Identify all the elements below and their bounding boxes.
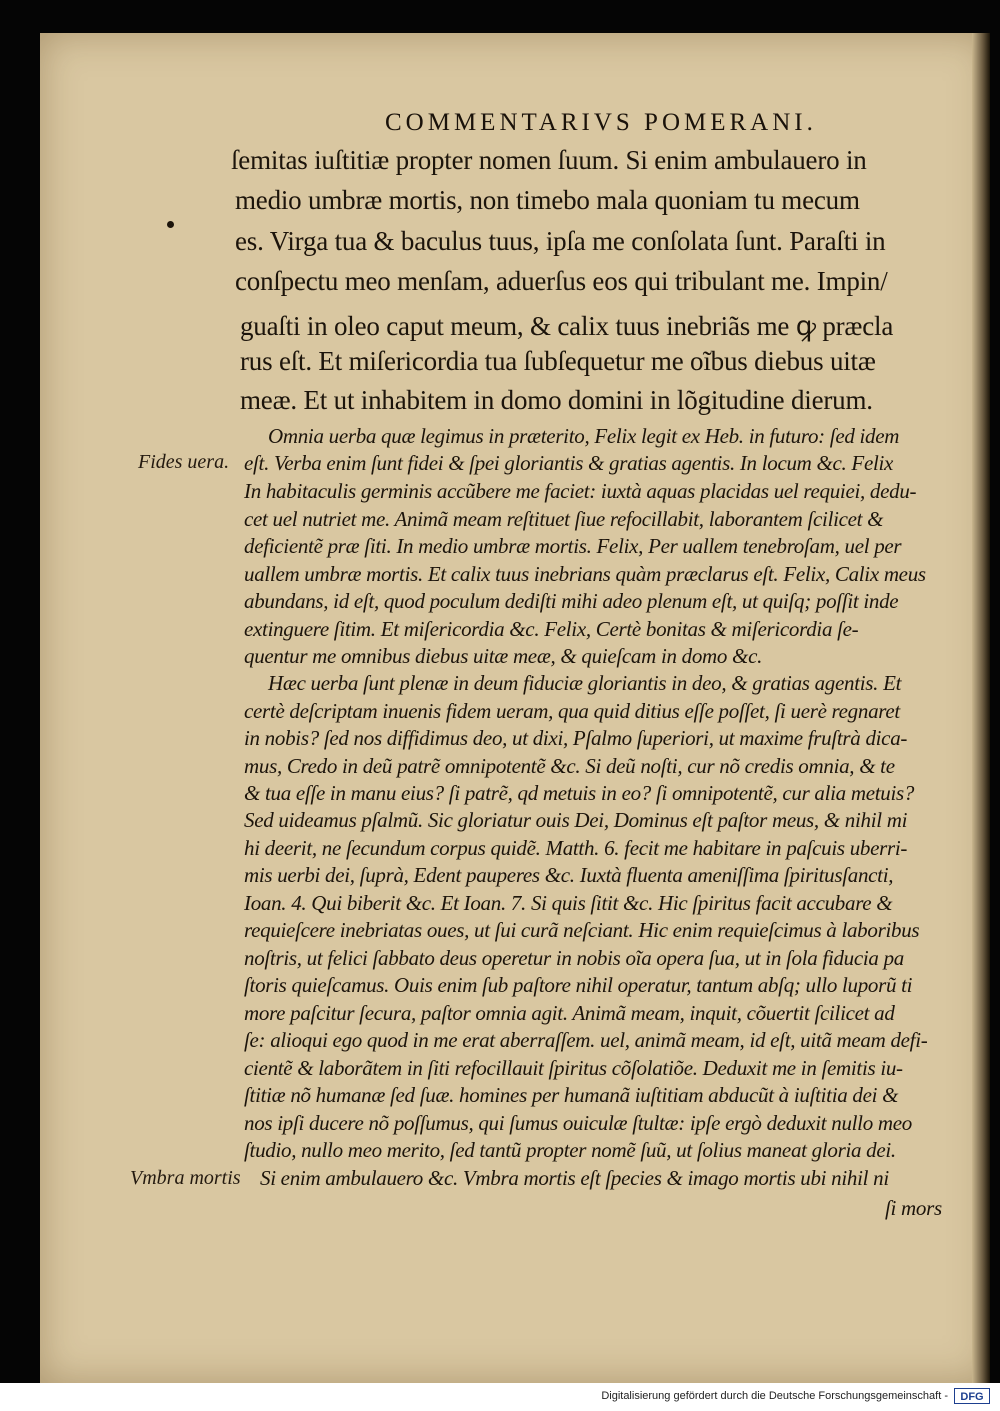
commentary-line: hi deerit, ne ſecundum corpus quidẽ. Matth. 6. fecit me habitare in paſcuis uberri- — [244, 836, 908, 860]
commentary-line: mis uerbi dei, ſuprà, Edent pauperes &c. Iuxtà fluenta ameniſſima ſpiritusſancti, — [244, 863, 894, 887]
commentary-line: extinguere ſitim. Et miſericordia &c. Felix, Certè bonitas & miſericordia ſe- — [244, 617, 859, 641]
commentary-line: ſi mors — [885, 1196, 942, 1220]
psalm-line: rus eſt. Et miſericordia tua ſubſequetur me oĩbus diebus uitæ — [240, 346, 876, 376]
footer-bar — [0, 1383, 1000, 1411]
margin-bullet-mark — [167, 221, 174, 228]
margin-note-fides: Fides uera. — [138, 451, 230, 473]
page-edge — [972, 33, 990, 1383]
commentary-line: & tua eſſe in manu eius? ſi patrẽ, qd metuis in eo? ſi omnipotentẽ, cur alia metuis? — [244, 781, 915, 805]
commentary-line: Ioan. 4. Qui biberit &c. Et Ioan. 7. Si quis ſitit &c. Hic ſpiritus facit accubare & — [244, 891, 893, 915]
psalm-line: medio umbræ mortis, non timebo mala quoniam tu mecum — [235, 185, 860, 215]
commentary-line: ſe: alioqui ego quod in me erat aberraſſem. uel, animã meam, id eſt, uitã meam defi- — [244, 1028, 928, 1052]
commentary-line: cet uel nutriet me. Animã meam reſtituet ſiue refocillabit, laborantem ſcilicet & — [244, 507, 884, 531]
psalm-line: conſpectu meo menſam, aduerſus eos qui tribulant me. Impin/ — [235, 266, 888, 296]
running-head: COMMENTARIVS POMERANI. — [385, 109, 817, 136]
commentary-line: cientẽ & laborãtem in ſiti refocillauit ſpiritus cõſolatiõe. Deduxit me in ſemitis iu- — [244, 1056, 903, 1080]
commentary-line: in nobis? ſed nos diffidimus deo, ut dixi, Pſalmo ſuperiori, ut maxime fruſtrà dica- — [244, 726, 908, 750]
book-page — [40, 33, 990, 1383]
margin-note-umbra: Vmbra mortis — [130, 1167, 241, 1189]
commentary-line: nos ipſi ducere nõ poſſumus, qui ſumus ouiculæ ſtultæ: ipſe ergò deduxit nullo meo — [244, 1111, 912, 1135]
commentary-line: mus, Credo in deũ patrẽ omnipotentẽ &c. Si deũ noſti, cur nõ credis omnia, & te — [244, 754, 895, 778]
psalm-line: ſemitas iuſtitiæ propter nomen ſuum. Si enim ambulauero in — [231, 145, 867, 175]
psalm-line: es. Virga tua & baculus tuus, ipſa me conſolata ſunt. Paraſti in — [235, 226, 886, 256]
commentary-line: uallem umbræ mortis. Et calix tuus inebrians quàm præclarus eſt. Felix, Calix meus — [244, 562, 926, 586]
commentary-line: noſtris, ut felici ſabbato deus operetur in nobis oĩa opera ſua, ut in ſola fiducia pa — [244, 946, 904, 970]
commentary-line: Sed uideamus pſalmũ. Sic gloriatur ouis Dei, Dominus eſt paſtor meus, & nihil mi — [244, 808, 908, 832]
commentary-line: In habitaculis germinis accũbere me faciet: iuxtà aquas placidas uel requiei, dedu- — [244, 479, 917, 503]
commentary-line: ſtoris quieſcamus. Ouis enim ſub paſtore nihil operatur, tantum abſq; ullo luporũ ti — [244, 973, 913, 997]
psalm-line: meæ. Et ut inhabitem in domo domini in lõgitudine dierum. — [240, 385, 873, 415]
commentary-line: quentur me omnibus diebus uitæ meæ, & quieſcam in domo &c. — [244, 644, 763, 668]
psalm-line: guaſti in oleo caput meum, & calix tuus inebriãs me ꝙ præcla — [240, 311, 894, 341]
commentary-line: deficientẽ præ ſiti. In medio umbræ mortis. Felix, Per uallem tenebroſam, uel per — [244, 534, 902, 558]
commentary-line: ſtudio, nullo meo merito, ſed tantũ propter nomẽ ſuũ, ut ſolius maneat gloria dei. — [244, 1138, 896, 1162]
commentary-line: ſtitiæ nõ humanæ ſed ſuæ. homines per humanã iuſtitiam abducũt à iuſtitia dei & — [244, 1083, 899, 1107]
commentary-line: abundans, id eſt, quod poculum dediſti mihi adeo plenum eſt, ut quiſq; poſſit inde — [244, 589, 899, 613]
commentary-line: certè deſcriptam inuenis fidem ueram, qua quid ditius eſſe poſſet, ſi uerè regnaret — [244, 699, 900, 723]
commentary-line: eſt. Verba enim ſunt fidei & ſpei gloriantis & gratias agentis. In locum &c. Felix — [244, 451, 894, 475]
commentary-line: requieſcere inebriatas oues, ut ſui curã neſciant. Hic enim requieſcimus à laboribus — [244, 918, 920, 942]
funding-notice: Digitalisierung gefördert durch die Deutsche Forschungsgemeinschaft - — [601, 1390, 948, 1402]
commentary-line: more paſcitur ſecura, paſtor omnia agit. Animã meam, inquit, cõuertit ſcilicet ad — [244, 1001, 895, 1025]
commentary-line: Omnia uerba quæ legimus in præterito, Felix legit ex Heb. in futuro: ſed idem — [268, 424, 900, 448]
commentary-line: Si enim ambulauero &c. Vmbra mortis eſt ſpecies & imago mortis ubi nihil ni — [260, 1166, 889, 1190]
dfg-logo: DFG — [954, 1388, 990, 1404]
commentary-line: Hæc uerba ſunt plenæ in deum fiduciæ gloriantis in deo, & gratias agentis. Et — [268, 671, 902, 695]
